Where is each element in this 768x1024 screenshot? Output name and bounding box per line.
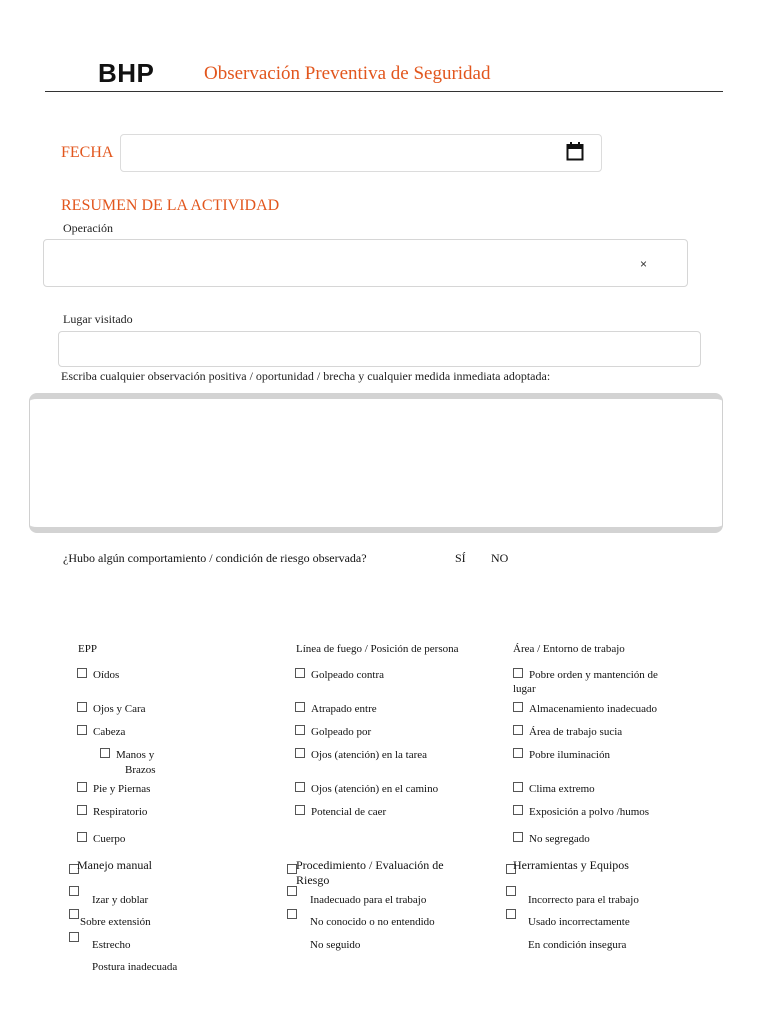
list-item: Postura inadecuada	[92, 961, 178, 973]
checkbox-icon[interactable]	[513, 702, 523, 712]
checkbox-item[interactable]: Golpeado contra	[295, 668, 384, 682]
checkbox-item[interactable]: Ojos (atención) en el camino	[295, 782, 438, 796]
checkbox-icon[interactable]	[295, 748, 305, 758]
checkbox-icon[interactable]	[295, 668, 305, 678]
epp-heading: EPP	[78, 643, 97, 655]
list-item: No conocido o no entendido	[310, 916, 435, 928]
checkbox-icon[interactable]	[77, 702, 87, 712]
lugar-input[interactable]	[58, 331, 701, 367]
linea-fuego-heading: Línea de fuego / Posición de persona	[296, 643, 459, 655]
list-item: En condición insegura	[528, 939, 627, 951]
checkbox-item[interactable]: Potencial de caer	[295, 805, 386, 819]
checkbox-icon[interactable]	[77, 782, 87, 792]
calendar-icon[interactable]	[566, 141, 584, 161]
checkbox-item[interactable]: Respiratorio	[77, 805, 147, 819]
checkbox-icon[interactable]	[100, 748, 110, 758]
list-item: No seguido	[310, 939, 361, 951]
checkbox-item[interactable]: Cabeza	[77, 725, 125, 739]
checkbox-item[interactable]: Ojos (atención) en la tarea	[295, 748, 427, 762]
list-item-continued: Brazos	[125, 764, 156, 776]
checkbox-item[interactable]: Golpeado por	[295, 725, 371, 739]
checkbox-item[interactable]: Pobre orden y mantención de	[513, 668, 658, 682]
manejo-heading: Manejo manual	[77, 858, 152, 872]
form-title: Observación Preventiva de Seguridad	[204, 63, 491, 84]
list-item: Izar y doblar	[92, 894, 149, 906]
checkbox-icon[interactable]	[287, 886, 297, 896]
fecha-label: FECHA	[61, 144, 114, 161]
checkbox-icon[interactable]	[77, 668, 87, 678]
checkbox-icon[interactable]	[513, 782, 523, 792]
list-item: Inadecuado para el trabajo	[310, 894, 427, 906]
checkbox-icon[interactable]	[513, 832, 523, 842]
checkbox-item[interactable]: Pobre iluminación	[513, 748, 610, 762]
checkbox-icon[interactable]	[295, 725, 305, 735]
operacion-label: Operación	[63, 221, 113, 235]
lugar-label: Lugar visitado	[63, 312, 133, 326]
resumen-heading: RESUMEN DE LA ACTIVIDAD	[61, 197, 280, 214]
checkbox-icon[interactable]	[506, 886, 516, 896]
procedimiento-heading: Procedimiento / Evaluación de	[296, 858, 444, 872]
checkbox-icon[interactable]	[77, 805, 87, 815]
riesgo-question: ¿Hubo algún comportamiento / condición de riesgo observada?	[63, 551, 367, 565]
list-item: Usado incorrectamente	[528, 916, 630, 928]
checkbox-item[interactable]: Oídos	[77, 668, 119, 682]
option-no[interactable]: NO	[491, 551, 509, 565]
checkbox-item[interactable]: No segregado	[513, 832, 590, 846]
procedimiento-heading-cont: Riesgo	[296, 873, 330, 887]
checkbox-icon[interactable]	[77, 832, 87, 842]
fecha-input[interactable]	[120, 134, 602, 172]
operacion-select[interactable]	[43, 239, 688, 287]
checkbox-icon[interactable]	[69, 886, 79, 896]
checkbox-icon[interactable]	[69, 909, 79, 919]
checkbox-item[interactable]: Almacenamiento inadecuado	[513, 702, 657, 716]
checkbox-icon[interactable]	[513, 668, 523, 678]
checkbox-icon[interactable]	[513, 805, 523, 815]
checkbox-icon[interactable]	[506, 909, 516, 919]
checkbox-icon[interactable]	[295, 805, 305, 815]
area-heading: Área / Entorno de trabajo	[513, 643, 625, 655]
herramientas-heading: Herramientas y Equipos	[513, 858, 629, 872]
bhp-logo: BHP	[98, 58, 155, 88]
checkbox-item[interactable]: Atrapado entre	[295, 702, 377, 716]
checkbox-item[interactable]: Manos y	[100, 748, 154, 762]
checkbox-item[interactable]: Exposición a polvo /humos	[513, 805, 649, 819]
checkbox-item[interactable]: Área de trabajo sucia	[513, 725, 622, 739]
checkbox-item[interactable]: Ojos y Cara	[77, 702, 146, 716]
header-divider	[45, 91, 723, 92]
observacion-label: Escriba cualquier observación positiva / oportunidad / brecha y cualquier medida inmediata adoptada:	[61, 369, 551, 383]
list-item: Estrecho	[92, 939, 131, 951]
checkbox-icon[interactable]	[295, 782, 305, 792]
list-item-continued: lugar	[513, 683, 536, 695]
list-item: Sobre extensión	[80, 916, 151, 928]
checkbox-icon[interactable]	[77, 725, 87, 735]
checkbox-item[interactable]: Clima extremo	[513, 782, 595, 796]
checkbox-icon[interactable]	[295, 702, 305, 712]
checkbox-icon[interactable]	[287, 909, 297, 919]
observacion-textarea[interactable]	[29, 393, 723, 533]
checkbox-icon[interactable]	[513, 725, 523, 735]
checkbox-item[interactable]: Cuerpo	[77, 832, 125, 846]
option-si[interactable]: SÍ	[455, 551, 466, 565]
checkbox-item[interactable]: Pie y Piernas	[77, 782, 150, 796]
checkbox-icon[interactable]	[69, 932, 79, 942]
checkbox-icon[interactable]	[513, 748, 523, 758]
clear-icon[interactable]: ×	[640, 257, 648, 271]
list-item: Incorrecto para el trabajo	[528, 894, 639, 906]
